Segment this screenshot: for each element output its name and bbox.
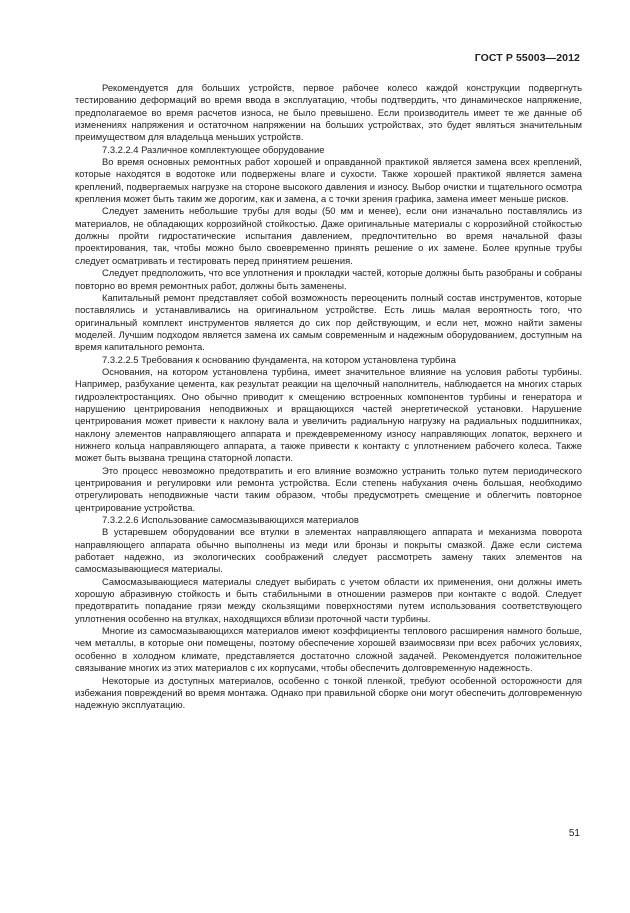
paragraph: Некоторые из доступных материалов, особенно с тонкой пленкой, требуют особенной осторожности для избежания повреждений во время монтажа. Однако при правильной сборке они могут обеспечить долговременную надежную эксплуатацию. xyxy=(75,674,582,711)
body-text xyxy=(75,82,582,712)
section-heading: 7.3.2.2.5 Требования к основанию фундамента, на котором установлена турбина xyxy=(102,353,456,365)
paragraph: Самосмазывающиеся материалы следует выбирать с учетом области их применения, они должны иметь хорошую абразивную стойкость и быть стабильными в отношении размеров при контакте с водой. Следует предотвратить попадание грязи между скользящими поверхностями путем использования соответствующего уплотнения особенно на втулках, находящихся вблизи проточной части турбины. xyxy=(75,575,582,624)
paragraph: Следует заменить небольшие трубы для воды (50 мм и менее), если они изначально поставлялись из материалов, не обладающих коррозийной стойкостью. Даже оригинальные материалы с коррозийной стойкостью должны пройти гидростатические испытания давлением, предпочтительно во время начальной фазы проектирования, так, чтобы можно было своевременно принять решение о их замене. Более крупные трубы следует осматривать и тестировать перед принятием решения. xyxy=(75,205,582,266)
paragraph: В устаревшем оборудовании все втулки в элементах направляющего аппарата и механизма поворота направляющего аппарата обычно выполнены из меди или бронзы и покрыты смазкой. Даже если система работает надежно, из экологических соображений следует рассмотреть замену таких элементов на самосмазывающиеся материалы. xyxy=(75,526,582,575)
paragraph: Рекомендуется для больших устройств, первое рабочее колесо каждой конструкции подвергнуть тестированию деформаций во время ввода в эксплуатацию, чтобы подтвердить, что динамическое напряжение, предполагаемое во время расчетов износа, не было превышено. Если производитель имеет те же данные об изменениях напряжения и остаточном напряжении на больших устройствах, это будет являться значительным преимуществом для владельца меньших устройств. xyxy=(75,82,582,143)
paragraph: Капитальный ремонт представляет собой возможность переоценить полный состав инструментов, которые поставлялись и устанавливались на оригинальном устройстве. Есть лишь малая вероятность того, что оригинальный комплект инструментов является до сих пор действующим, и если нет, можно найти замены моделей. Лучшим подходом является замена их самым современным и надежным оборудованием, доступным на время капитального ремонта. xyxy=(75,291,582,353)
paragraph: Во время основных ремонтных работ хорошей и оправданной практикой является замена всех креплений, которые находятся в водотоке или подвержены влаге и сухости. Также хорошей практикой является замена креплений, подвергаемых нагрузке на стороне высокого давления и износу. Выбор очистки и тщательного осмотра крепления может быть таким же дорогим, как и замена, а с точки зрения графика, замена имеет меньше рисков. xyxy=(75,156,582,205)
section-heading: 7.3.2.2.6 Использование самосмазывающихся материалов xyxy=(102,514,359,526)
paragraph: Основания, на котором установлена турбина, имеет значительное влияние на условия работы турбины. Например, разбухание цемента, как результат реакции на щелочный наполнитель, наблюдается на многих старых гидроэлектростанциях. Оно обычно приводит к смещению встроенных компонентов турбины и генератора и нарушению центрирования неподвижных и вращающихся частей энергетической установки. Нарушение центрирования может привести к наклону вала и увеличить радиальную нагрузку на радиальных подшипниках, наклону элементов направляющего аппарата и преждевременному износу направляющих лопаток, верхнего и нижнего кольца направляющего аппарата, а также привести к контакту с уплотнением рабочего колеса. Также может быть вызвана трещина статорной лопасти. xyxy=(75,365,582,464)
paragraph: Многие из самосмазывающихся материалов имеют коэффициенты теплового расширения намного больше, чем металлы, в которые они помещены, поэтому обеспечение хорошей взаимосвязи при всех рабочих условиях, особенно в холодном климате, представляется достаточно сложной задачей. Рекомендуется положительное связывание многих из этих материалов с их корпусами, чтобы обеспечить долговременную надежность. xyxy=(75,625,582,674)
section-heading: 7.3.2.2.4 Различное комплектующее оборудование xyxy=(102,143,325,155)
paragraph: Следует предположить, что все уплотнения и прокладки частей, которые должны быть разобраны и собраны повторно во время ремонтных работ, должны быть заменены. xyxy=(75,267,582,291)
paragraph: Это процесс невозможно предотвратить и его влияние возможно устранить только путем периодического центрирования и регулировки или ремонта устройства. Если степень набухания очень большая, необходимо отрегулировать неподвижные части таким образом, чтобы предусмотреть смещение и облегчить повторное центрирование устройства. xyxy=(75,464,582,513)
page-number: 51 xyxy=(568,828,580,839)
standard-header: ГОСТ Р 55003—2012 xyxy=(474,52,580,64)
